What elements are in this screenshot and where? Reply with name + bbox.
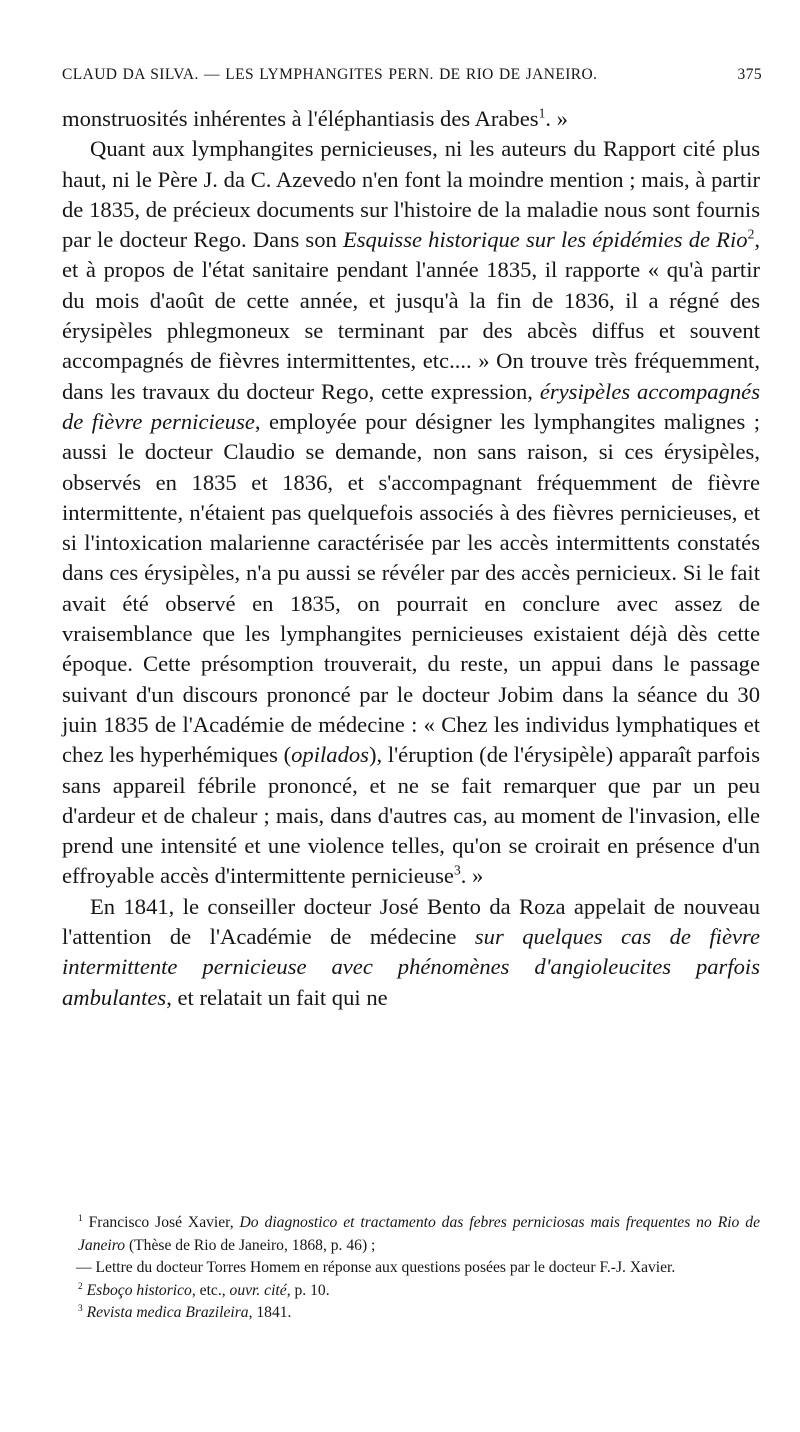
italic-phrase-erysipeles: érysipèles accompagnés de fièvre pernicieuse (62, 378, 760, 434)
footnote-ref-1: 1 (538, 105, 546, 121)
footnote-ref-2: 2 (747, 226, 755, 242)
footnote-3: $^3$ Revista medica Brazileira, 1841. (78, 1303, 292, 1321)
footnote-1: $^1$ Francisco José Xavier, Do diagnostico et tractamento das febres perniciosas mais frequentes no Rio de Janeiro (Thèse de Rio de Janeiro, 1868, p. 46) ; (78, 1213, 760, 1254)
page-number: 375 (737, 66, 762, 83)
footnote-ref-3: 3 (453, 862, 461, 878)
italic-title-esquisse: Esquisse historique sur les épidémies de Rio (342, 227, 748, 253)
footnote-1-continued: — Lettre du docteur Torres Homem en réponse aux questions posées par le docteur F.-J. Xavier. (76, 1259, 676, 1276)
footnote-2: $^2$ Esboço historico, etc., ouvr. cité, p. 10. (78, 1281, 330, 1299)
paragraph-0: monstruosités inhérentes à l'éléphantiasis des Arabes$^1$. » (62, 105, 568, 131)
italic-word-opilados: opilados (291, 742, 369, 768)
paragraph-2: En 1841, le conseiller docteur José Bento da Roza appelait de nouveau l'attention de l'Académie de médecine sur quelques cas de fièvre intermittente pernicieuse avec phénomènes d'angioleucites parfois ambulantes, et relatait un fait qui ne (62, 893, 761, 1010)
running-header (62, 66, 762, 84)
footnotes (78, 1212, 760, 1325)
italic-phrase-fievre: sur quelques cas de fièvre intermittente pernicieuse avec phénomènes d'angioleucites parfois ambulantes (62, 924, 761, 1010)
paragraph-1: Quant aux lymphangites pernicieuses, ni les auteurs du Rapport cité plus haut, ni le Père J. da C. Azevedo n'en font la moindre mention ; mais, à partir de 1835, de précieux documents sur l'histoire de la maladie nous sont fournis par le docteur Rego. Dans son Esquisse historique sur les épidémies de Rio$^2$, et à propos de l'état sanitaire pendant l'année 1835, il rapporte « qu'à partir du mois d'août de cette année, et jusqu'à la fin de 1836, il a régné des érysipèles phlegmoneux se terminant par des abcès diffus et souvent accompagnés de fièvres intermittentes, etc.... » On trouve très fréquemment, dans les travaux du docteur Rego, cette expression, érysipèles accompagnés de fièvre pernicieuse, employée pour désigner les lymphangites malignes ; aussi le docteur Claudio se demande, non sans raison, si ces érysipèles, observés en 1835 et 1836, et s'accompagnant fréquemment de fièvre intermittente, n'étaient pas quelquefois associés à des fièvres pernicieuses, et si l'intoxication malarienne caractérisée par les accès intermittents constatés dans ces érysipèles, n'a pu aussi se révéler par des accès pernicieux. Si le fait avait été observé en 1835, on pourrait en conclure avec assez de vraisemblance que les lymphangites pernicieuses existaient déjà dès cette époque. Cette présomption trouverait, du reste, un appui dans le passage suivant d'un discours prononcé par le docteur Jobim dans la séance du 30 juin 1835 de l'Académie de médecine : « Chez les individus lymphatiques et chez les hyperhémiques (opilados), l'éruption (de l'érysipèle) apparaît parfois sans appareil fébrile prononcé, et ne se fait remarquer que par un peu d'ardeur et de chaleur ; mais, dans d'autres cas, au moment de l'invasion, elle prend une intensité et une violence telles, qu'on se croirait en présence d'un effroyable accès d'intermittente pernicieuse$^3$. » (62, 136, 761, 889)
running-title: CLAUD DA SILVA. — LES LYMPHANGITES PERN. DE RIO DE JANEIRO. (62, 66, 598, 83)
main-text (62, 104, 760, 1013)
